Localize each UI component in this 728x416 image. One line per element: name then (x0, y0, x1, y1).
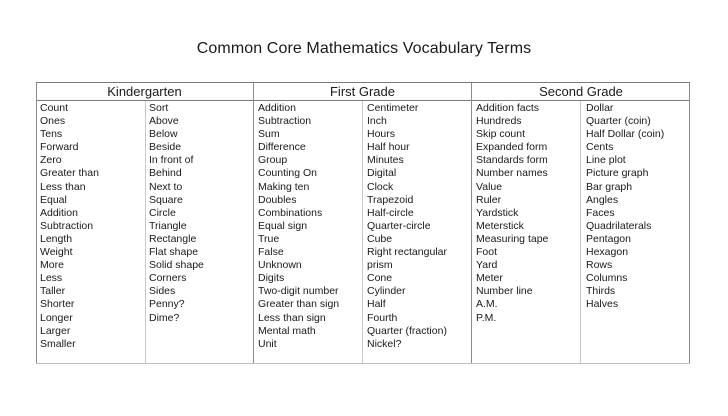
vocabulary-term: Measuring tape (476, 232, 549, 245)
vocabulary-term: Clock (367, 180, 394, 193)
vocabulary-term: Meter (476, 272, 503, 285)
vocabulary-term: Digital (367, 167, 397, 180)
vocabulary-term: Group (258, 154, 288, 167)
divider-first-second (471, 83, 472, 363)
kindergarten-col-1 (40, 102, 99, 351)
vocabulary-term: Columns (586, 272, 628, 285)
vocabulary-term: Quadrilaterals (586, 219, 652, 232)
vocabulary-term: Cone (367, 272, 393, 285)
vocabulary-term: Skip count (476, 128, 526, 141)
vocabulary-term: Sort (149, 102, 169, 114)
divider-k-first (253, 83, 254, 363)
vocabulary-term: Quarter (coin) (586, 115, 651, 128)
vocabulary-term: Greater than sign (258, 298, 340, 311)
first-grade-col-2 (367, 102, 447, 351)
vocabulary-term: Difference (258, 141, 306, 154)
vocabulary-term: Solid shape (149, 259, 204, 272)
vocabulary-term: Zero (40, 154, 62, 167)
vocabulary-term: Combinations (258, 206, 323, 219)
vocabulary-term: Number line (476, 285, 533, 298)
vocabulary-term: Corners (149, 272, 187, 285)
vocabulary-term: prism (367, 259, 393, 272)
vocabulary-term: Mental math (258, 324, 316, 337)
vocabulary-term: Square (149, 193, 183, 206)
vocabulary-term: Addition (40, 206, 78, 219)
divider-second-subcolumns (580, 101, 581, 363)
vocabulary-term: Sum (258, 128, 280, 141)
vocabulary-term: Doubles (258, 193, 297, 206)
vocabulary-term: Ones (40, 115, 66, 128)
vocabulary-term: Triangle (149, 219, 187, 232)
table-border-left (36, 83, 37, 363)
vocabulary-term: Tens (40, 128, 63, 141)
vocabulary-term: Yard (476, 259, 498, 272)
vocabulary-term: Number names (476, 167, 548, 180)
vocabulary-term: Standards form (476, 154, 548, 167)
vocabulary-term: Faces (586, 206, 615, 219)
vocabulary-term: Greater than (40, 167, 99, 180)
vocabulary-term: Equal sign (258, 219, 308, 232)
vocabulary-term: Shorter (40, 298, 75, 311)
vocabulary-term: Bar graph (586, 180, 633, 193)
vocabulary-term: Below (149, 128, 178, 141)
vocabulary-term: Picture graph (586, 167, 649, 180)
vocabulary-term: Right rectangular (367, 246, 447, 259)
kindergarten-col-2 (149, 102, 204, 325)
vocabulary-term: Ruler (476, 193, 502, 206)
vocabulary-term: Value (476, 180, 503, 193)
vocabulary-term: Halves (586, 298, 619, 311)
vocabulary-term: Quarter (fraction) (367, 324, 447, 337)
vocabulary-term: Equal (40, 193, 67, 206)
vocabulary-term: Unknown (258, 259, 302, 272)
table-border-right (689, 83, 690, 363)
second-grade-col-1 (476, 102, 548, 325)
vocabulary-term: Meterstick (476, 219, 524, 232)
header-first-grade: First Grade (254, 83, 471, 101)
vocabulary-term: Cents (586, 141, 614, 154)
vocabulary-term: Less than sign (258, 311, 326, 324)
vocabulary-term: Foot (476, 246, 498, 259)
vocabulary-term: Addition facts (476, 102, 540, 114)
vocabulary-term: Weight (40, 246, 73, 259)
vocabulary-term: Hours (367, 128, 396, 141)
page-title: Common Core Mathematics Vocabulary Terms (196, 40, 532, 57)
vocabulary-term: Next to (149, 180, 183, 193)
vocabulary-term: Less (40, 272, 63, 285)
vocabulary-term: In front of (149, 154, 194, 167)
vocabulary-term: Hundreds (476, 115, 522, 128)
vocabulary-term: Digits (258, 272, 285, 285)
vocabulary-term: Cylinder (367, 285, 406, 298)
vocabulary-term: Trapezoid (367, 193, 414, 206)
vocabulary-term: Dime? (149, 311, 180, 324)
vocabulary-term: Yardstick (476, 206, 519, 219)
vocabulary-term: Unit (258, 337, 277, 350)
vocabulary-term: Addition (258, 102, 296, 114)
vocabulary-term: Half (367, 298, 386, 311)
vocabulary-term: A.M. (476, 298, 498, 311)
vocabulary-term: Half-circle (367, 206, 414, 219)
vocabulary-term: P.M. (476, 311, 497, 324)
vocabulary-term: Dollar (586, 102, 614, 114)
vocabulary-term: Making ten (258, 180, 310, 193)
vocabulary-term: Thirds (586, 285, 616, 298)
vocabulary-term: Angles (586, 193, 619, 206)
vocabulary-term: Forward (40, 141, 79, 154)
vocabulary-term: Counting On (258, 167, 317, 180)
vocabulary-term: Half hour (367, 141, 410, 154)
vocabulary-term: Sides (149, 285, 176, 298)
vocabulary-term: More (40, 259, 64, 272)
vocabulary-term: Above (149, 115, 179, 128)
vocabulary-term: Inch (367, 115, 387, 128)
second-grade-col-2 (586, 102, 664, 312)
vocabulary-term: Subtraction (40, 219, 94, 232)
vocabulary-term: Taller (40, 285, 66, 298)
header-second-grade: Second Grade (472, 83, 690, 101)
vocabulary-term: Longer (40, 311, 73, 324)
vocabulary-term: True (258, 232, 280, 245)
vocabulary-term: Pentagon (586, 232, 631, 245)
vocabulary-term: Centimeter (367, 102, 419, 114)
vocabulary-term: Two-digit number (258, 285, 339, 298)
first-grade-col-1 (258, 102, 339, 351)
vocabulary-term: False (258, 246, 284, 259)
vocabulary-term: Behind (149, 167, 182, 180)
vocabulary-term: Half Dollar (coin) (586, 128, 665, 141)
vocabulary-term: Rectangle (149, 232, 197, 245)
vocabulary-term: Less than (40, 180, 86, 193)
vocabulary-term: Beside (149, 141, 182, 154)
vocabulary-term: Flat shape (149, 246, 199, 259)
vocabulary-term: Hexagon (586, 246, 629, 259)
divider-k-subcolumns (145, 101, 146, 363)
vocabulary-term: Quarter-circle (367, 219, 431, 232)
vocabulary-term: Subtraction (258, 115, 312, 128)
vocabulary-term: Penny? (149, 298, 185, 311)
vocabulary-term: Rows (586, 259, 613, 272)
vocabulary-term: Expanded form (476, 141, 548, 154)
vocabulary-term: Circle (149, 206, 176, 219)
vocabulary-term: Length (40, 232, 73, 245)
vocabulary-term: Count (40, 102, 69, 114)
vocabulary-term: Smaller (40, 337, 76, 350)
vocabulary-term: Cube (367, 232, 393, 245)
vocabulary-term: Larger (40, 324, 71, 337)
divider-first-subcolumns (362, 101, 363, 363)
header-kindergarten: Kindergarten (36, 83, 253, 101)
vocabulary-term: Nickel? (367, 337, 402, 350)
vocabulary-table (36, 82, 690, 364)
vocabulary-term: Minutes (367, 154, 404, 167)
vocabulary-term: Fourth (367, 311, 398, 324)
vocabulary-term: Line plot (586, 154, 626, 167)
